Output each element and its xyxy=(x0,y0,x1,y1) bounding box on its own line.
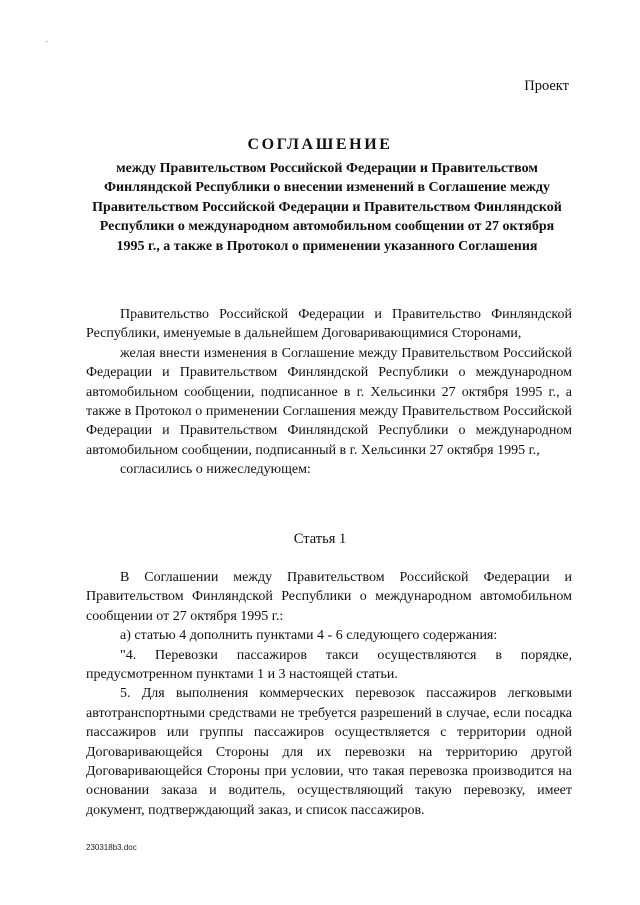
draft-status-label: Проект xyxy=(524,78,569,94)
scan-mark xyxy=(46,41,48,42)
article-paragraph: 5. Для выполнения коммерческих перевозок пассажиров легковыми автотранспортными средствами не требуется разрешений в случае, если посадка пассажиров или группы пассажиров осуществляется с территории одной Договаривающейся Стороны для их перевозки на территорию другой Договаривающейся Стороны при условии, что такая перевозка производится на основании заказа и водитель, осуществляющий такую перевозку, имеет документ, подтверждающий заказ, и список пассажиров. xyxy=(86,686,572,818)
article-body xyxy=(86,568,572,820)
article-heading: Статья 1 xyxy=(293,531,347,547)
article-paragraph: "4. Перевозки пассажиров такси осуществляются в порядке, предусмотренном пунктами 1 и 3 настоящей статьи. xyxy=(86,647,572,683)
footer-filename: 230318b3.doc xyxy=(86,843,137,852)
preamble-paragraph: согласились о нижеследующем: xyxy=(120,462,311,478)
document-subtitle: между Правительством Российской Федерации и Правительством Финляндской Республики о внесении изменений в Соглашение между Правительством Российской Федерации и Правительством Финляндской Республики о международном автомобильном сообщении от 27 октября 1995 г., а также в Протокол о применении указанного Соглашения xyxy=(92,161,562,254)
preamble xyxy=(86,305,572,480)
preamble-paragraph: желая внести изменения в Соглашение между Правительством Российской Федерации и Правительством Финляндской Республики о международном автомобильном сообщении, подписанное в г. Хельсинки 27 октября 1995 г., а также в Протокол о применении Соглашения между Правительством Российской Федерации и Правительством Финляндской Республики о международном автомобильном сообщении, подписанный в г. Хельсинки 27 октября 1995 г., xyxy=(86,345,572,458)
article-paragraph: В Соглашении между Правительством Российской Федерации и Правительством Финляндской Республики о международном автомобильном сообщении от 27 октября 1995 г.: xyxy=(86,570,572,624)
preamble-paragraph: Правительство Российской Федерации и Правительство Финляндской Республики, именуемые в дальнейшем Договаривающимися Сторонами, xyxy=(86,307,572,342)
article-paragraph: а) статью 4 дополнить пунктами 4 - 6 следующего содержания: xyxy=(120,628,498,644)
document-title: СОГЛАШЕНИЕ xyxy=(247,136,393,153)
